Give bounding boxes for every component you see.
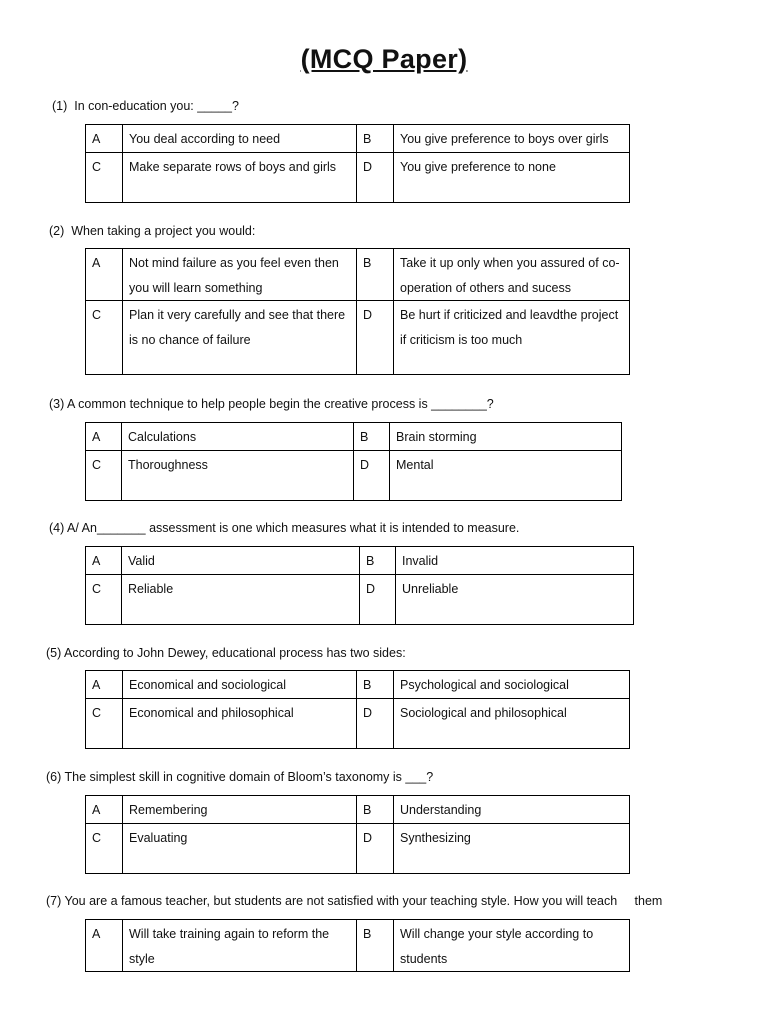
question-4-text: (4) A/ An_______ assessment is one which measures what it is intended to measure.	[49, 521, 520, 535]
option-b-text: Invalid	[396, 547, 634, 575]
option-letter-d: D	[354, 450, 390, 500]
option-letter-a: A	[86, 920, 123, 972]
option-letter-d: D	[357, 301, 394, 375]
option-b-text: You give preference to boys over girls	[394, 125, 630, 153]
option-c-text: Plan it very carefully and see that there is no chance of failure	[123, 301, 357, 375]
option-letter-b: B	[357, 796, 394, 824]
question-7-text: (7) You are a famous teacher, but students are not satisfied with your teaching style. How you will teach them	[46, 894, 663, 908]
option-letter-c: C	[86, 823, 123, 873]
option-d-text: Unreliable	[396, 574, 634, 624]
option-a-text: Not mind failure as you feel even then you will learn something	[123, 249, 357, 301]
question-5-text: (5) According to John Dewey, educational process has two sides:	[46, 646, 406, 660]
question-4-options	[85, 546, 634, 625]
option-c-text: Economical and philosophical	[123, 698, 357, 748]
option-letter-b: B	[357, 920, 394, 972]
option-c-text: Evaluating	[123, 823, 357, 873]
option-letter-a: A	[86, 547, 122, 575]
option-letter-b: B	[357, 249, 394, 301]
option-d-text: Synthesizing	[394, 823, 630, 873]
question-3-text: (3) A common technique to help people begin the creative process is ________?	[49, 397, 494, 411]
option-letter-b: B	[354, 423, 390, 451]
option-letter-b: B	[357, 671, 394, 699]
option-letter-d: D	[357, 152, 394, 202]
option-d-text: Sociological and philosophical	[394, 698, 630, 748]
option-b-text: Will change your style according to students	[394, 920, 630, 972]
option-a-text: Will take training again to reform the style	[123, 920, 357, 972]
option-d-text: Mental	[390, 450, 622, 500]
option-letter-c: C	[86, 574, 122, 624]
question-2-text: (2) When taking a project you would:	[49, 224, 256, 238]
option-a-text: Remembering	[123, 796, 357, 824]
page-title: (MCQ Paper)	[300, 44, 468, 74]
option-a-text: Valid	[122, 547, 360, 575]
option-letter-d: D	[357, 698, 394, 748]
option-letter-c: C	[86, 450, 122, 500]
question-1-text: (1) In con-education you: _____?	[52, 99, 239, 113]
option-b-text: Understanding	[394, 796, 630, 824]
option-a-text: Economical and sociological	[123, 671, 357, 699]
question-7-options	[85, 919, 630, 972]
option-a-text: Calculations	[122, 423, 354, 451]
option-b-text: Take it up only when you assured of co-operation of others and sucess	[394, 249, 630, 301]
question-2-options	[85, 248, 630, 375]
question-3-options	[85, 422, 622, 501]
option-letter-d: D	[357, 823, 394, 873]
option-letter-a: A	[86, 125, 123, 153]
question-5-options	[85, 670, 630, 749]
option-letter-c: C	[86, 698, 123, 748]
option-c-text: Make separate rows of boys and girls	[123, 152, 357, 202]
option-c-text: Reliable	[122, 574, 360, 624]
option-letter-a: A	[86, 671, 123, 699]
option-d-text: You give preference to none	[394, 152, 630, 202]
option-letter-c: C	[86, 301, 123, 375]
option-d-text: Be hurt if criticized and leavdthe project if criticism is too much	[394, 301, 630, 375]
option-a-text: You deal according to need	[123, 125, 357, 153]
option-letter-a: A	[86, 249, 123, 301]
option-c-text: Thoroughness	[122, 450, 354, 500]
option-letter-d: D	[360, 574, 396, 624]
option-b-text: Psychological and sociological	[394, 671, 630, 699]
question-6-text: (6) The simplest skill in cognitive domain of Bloom’s taxonomy is ___?	[46, 770, 434, 784]
option-letter-c: C	[86, 152, 123, 202]
option-letter-b: B	[360, 547, 396, 575]
question-6-options	[85, 795, 630, 874]
option-b-text: Brain storming	[390, 423, 622, 451]
question-1-options	[85, 124, 630, 203]
option-letter-b: B	[357, 125, 394, 153]
option-letter-a: A	[86, 423, 122, 451]
option-letter-a: A	[86, 796, 123, 824]
